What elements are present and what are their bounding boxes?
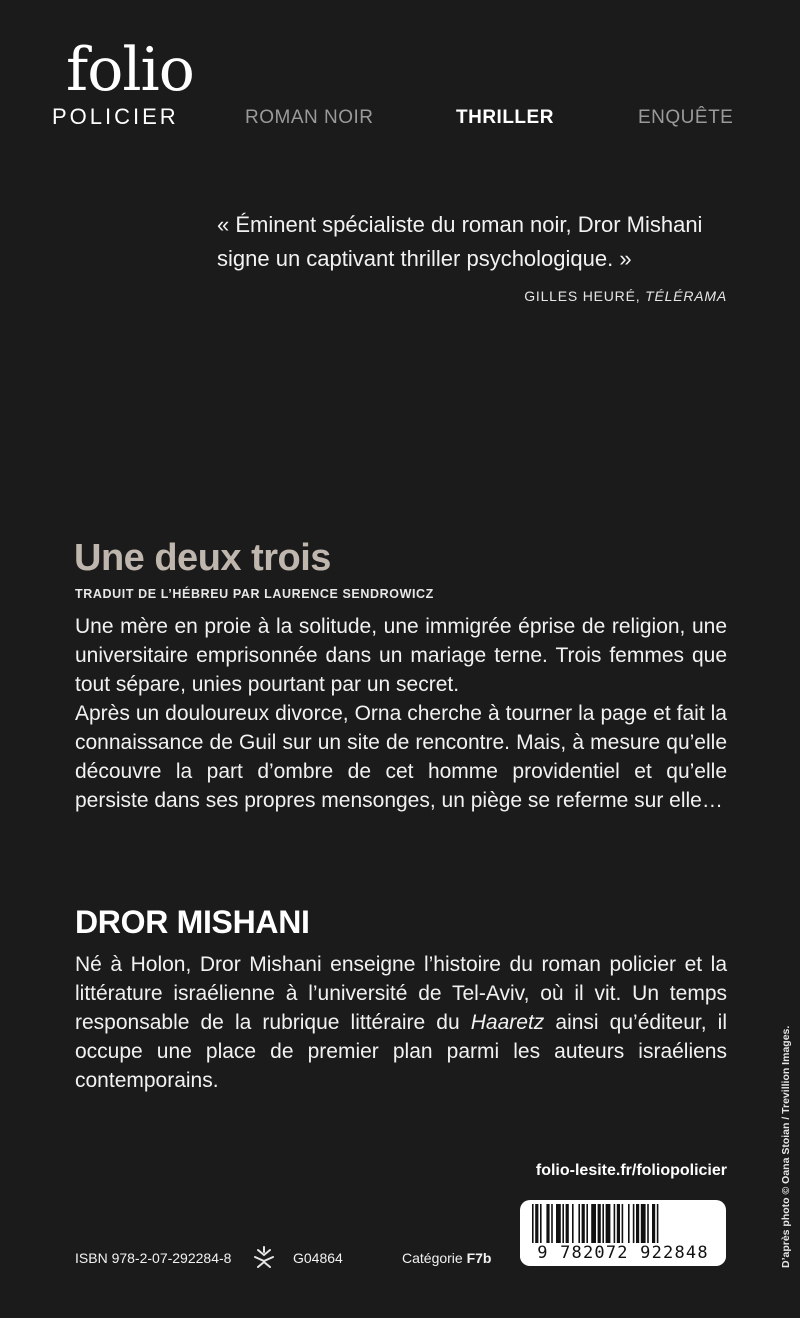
genre-thriller: THRILLER (456, 107, 554, 128)
translator-credit: TRADUIT DE L’HÉBREU PAR LAURENCE SENDROWICZ (75, 587, 434, 601)
policier-label: POLICIER (52, 104, 179, 129)
synopsis (75, 612, 727, 815)
category-label: Catégorie (402, 1250, 463, 1266)
product-code: G04864 (293, 1250, 343, 1266)
genre-enquete: ENQUÊTE (638, 107, 734, 128)
synopsis-paragraph: Une mère en proie à la solitude, une immigrée éprise de religion, une universitaire emprisonnée dans un mariage terne. Trois femmes que tout sépare, unies pourtant par un secret. (75, 615, 727, 696)
photo-credit: D’après photo © Oana Stoian / Trevillion Images. (780, 1025, 792, 1268)
publisher-logo-icon (252, 1246, 276, 1268)
website-link[interactable]: folio-lesite.fr/foliopolicier (535, 1162, 727, 1179)
isbn: ISBN 978-2-07-292284-8 (75, 1250, 232, 1266)
folio-logo: folio (66, 35, 194, 105)
bio-text: ainsi qu’éditeur, il occupe une place de premier plan parmi les auteurs israéliens contemporains. (75, 1011, 728, 1092)
barcode-digits: 9 782072 922848 (520, 1243, 726, 1263)
press-quote: « Éminent spécialiste du roman noir, Dror Mishani signe un captivant thriller psychologique. » (217, 212, 703, 271)
synopsis-paragraph: Après un douloureux divorce, Orna cherche à tourner la page et fait la connaissance de Guil sur un site de rencontre. Mais, à mesure qu’elle découvre la part d’ombre de cet homme providentiel et qu’elle persiste dans ses propres mensonges, un piège se referme sur elle… (75, 702, 727, 812)
barcode (520, 1200, 726, 1266)
quote-attribution (524, 288, 727, 304)
author-bio (75, 950, 727, 1095)
bio-text: Né à Holon, Dror Mishani enseigne l’histoire du roman policier et la littérature israélienne à l’université de Tel-Aviv, où il vit. Un temps responsable de la rubrique littéraire du (75, 953, 727, 1034)
book-title: Une deux trois (74, 537, 331, 579)
category (402, 1250, 491, 1266)
category-value: F7b (466, 1250, 492, 1266)
author-name: DROR MISHANI (75, 904, 310, 940)
quote-source: TÉLÉRAMA (645, 288, 727, 304)
genre-roman-noir: ROMAN NOIR (245, 107, 374, 128)
bio-newspaper: Haaretz (470, 1011, 545, 1034)
quote-author: GILLES HEURÉ, (524, 288, 641, 304)
